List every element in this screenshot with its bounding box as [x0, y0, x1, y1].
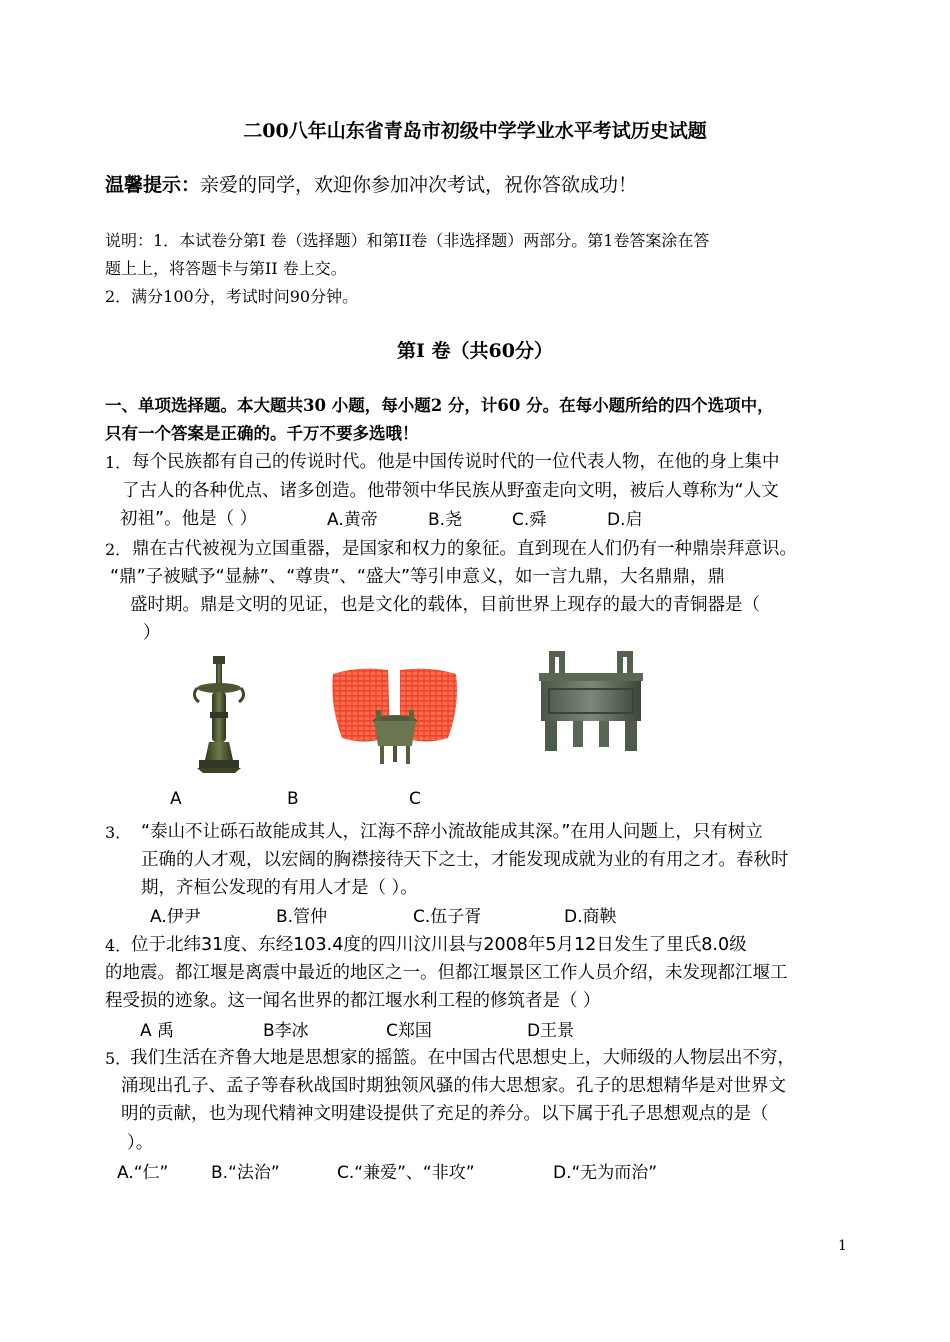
jade-suit-and-ding-image [328, 666, 463, 770]
q3-line-3: 期，齐桓公发现的有用人才是（ ）。 [141, 878, 418, 898]
q4-option-c: C郑国 [386, 1021, 432, 1041]
q3-line-2: 正确的人才观，以宏阔的胸襟接待天下之士，才能发现成就为业的有用之才。春秋时 [141, 850, 789, 870]
q4-number: 4． [105, 936, 132, 955]
q1-option-d: D.启 [607, 510, 643, 530]
q5-option-c: C.“兼爱”、“非攻” [337, 1163, 475, 1183]
q1-option-b: B.尧 [428, 510, 463, 530]
q3-option-d: D.商鞅 [564, 907, 617, 927]
q5-option-d: D.“无为而治” [553, 1163, 658, 1183]
q3-option-a: A.伊尹 [150, 907, 201, 927]
q2-line-3: 盛时期。鼎是文明的见证，也是文化的载体，目前世界上现存的最大的青铜器是（ [130, 595, 760, 615]
q1-line-3: 初祖”。他是（ ） [120, 509, 258, 529]
note-line-3: 2．满分100分，考试时问90分钟。 [105, 287, 359, 306]
section-title: 第Ⅰ 卷（共60分） [397, 340, 553, 362]
q4-line-2: 的地震。都江堰是离震中最近的地区之一。但都江堰景区工作人员介绍，未发现都江堰工 [105, 963, 788, 983]
warm-tip [105, 170, 637, 197]
q2-line-4: ） [143, 623, 161, 643]
q3-option-b: B.管仲 [276, 907, 328, 927]
q5-number: 5． [105, 1049, 132, 1068]
q1-number: 1． [105, 453, 132, 472]
q3-line-1: “泰山不让砾石故能成其人，江海不辞小流故能成其深。”在用人问题上，只有树立 [141, 822, 763, 842]
q2-label-c: C [409, 789, 421, 809]
q5-option-b: B.“法治” [211, 1163, 280, 1183]
instruction-line-1: 一、单项选择题。本大题共30 小题，每小题2 分，计60 分。在每小题所给的四个选项中， [105, 396, 774, 415]
page-title: 二00八年山东省青岛市初级中学学业水平考试历史试题 [243, 120, 707, 142]
q3-number: 3． [105, 823, 132, 842]
simuwu-ding-image [535, 645, 647, 753]
q5-line-1: 我们生活在齐鲁大地是思想家的摇篮。在中国古代思想史上，大师级的人物层出不穷， [130, 1048, 795, 1068]
page-number: 1 [838, 1238, 847, 1254]
q5-line-3: 明的贡献，也为现代精神文明建设提供了充足的养分。以下属于孔子思想观点的是（ [121, 1104, 769, 1124]
warm-tip-text: 亲爱的同学，欢迎你参加冲次考试，祝你答欲成功！ [200, 174, 638, 196]
q5-line-4: ）。 [127, 1133, 154, 1153]
q1-option-c: C.舜 [512, 510, 547, 530]
q5-option-a: A.“仁” [117, 1163, 169, 1183]
instruction-line-2: 只有一个答案是正确的。千万不要多选哦！ [105, 424, 419, 443]
q2-line-2: “鼎”子被赋予“显赫”、“尊贵”、“盛大”等引申意义，如一言九鼎，大名鼎鼎，鼎 [110, 567, 726, 587]
note-line-1: 说明：1．本试卷分第Ⅰ 卷（选择题）和第II卷（非选择题）两部分。第1卷答案涂在答 [105, 231, 710, 250]
q2-line-1: 鼎在古代被视为立国重器，是国家和权力的象征。直到现在人们仍有一种鼎崇拜意识。 [132, 539, 797, 559]
q2-label-b: B [287, 789, 299, 809]
q5-line-2: 涌现出孔子、孟子等春秋战国时期独领风骚的伟大思想家。孔子的思想精华是对世界文 [121, 1076, 786, 1096]
warm-tip-label: 温馨提示： [105, 174, 201, 196]
bronze-figure-image [185, 652, 255, 774]
q2-number: 2． [105, 540, 132, 559]
q1-option-a: A.黄帝 [327, 510, 378, 530]
q4-line-3: 程受损的迹象。这一闻名世界的都江堰水利工程的修筑者是（ ） [105, 991, 601, 1011]
q3-option-c: C.伍子胥 [413, 907, 482, 927]
q1-line-2: 了古人的各种优点、诸多创造。他带领中华民族从野蛮走向文明，被后人尊称为“人文 [122, 481, 779, 501]
q2-label-a: A [170, 789, 182, 809]
q4-option-d: D王景 [527, 1021, 575, 1041]
q4-option-a: A 禹 [140, 1021, 175, 1041]
q4-line-1: 位于北纬31度、东经103.4度的四川汶川县与2008年5月12日发生了里氏8.0级 [131, 935, 747, 955]
q4-option-b: B李冰 [263, 1021, 309, 1041]
note-line-2: 题上上，将答题卡与第II 卷上交。 [105, 259, 347, 278]
q1-line-1: 每个民族都有自己的传说时代。他是中国传说时代的一位代表人物，在他的身上集中 [132, 452, 780, 472]
